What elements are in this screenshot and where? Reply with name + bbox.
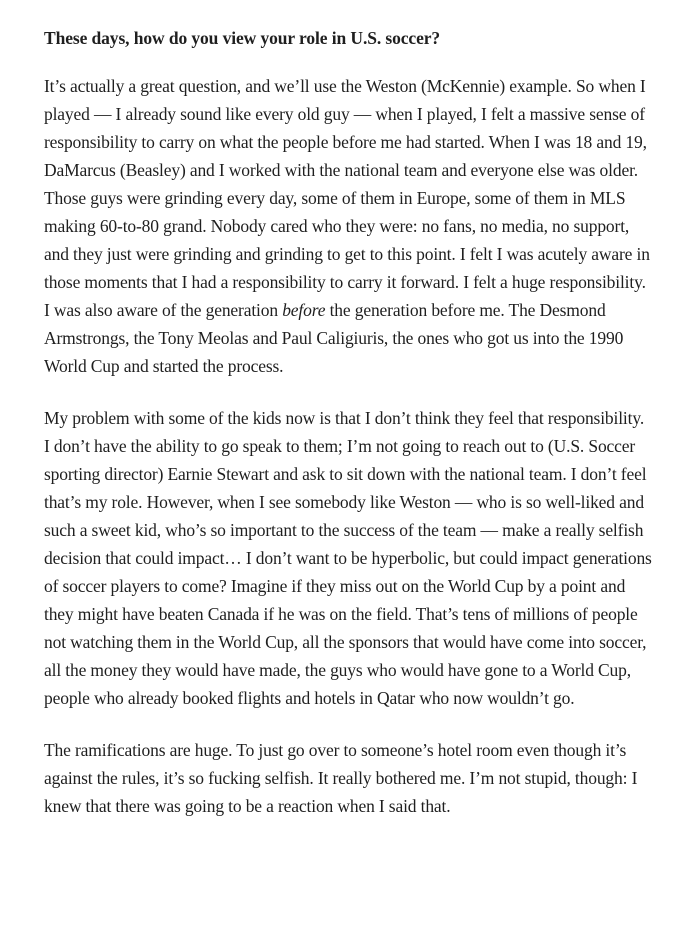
interview-question: These days, how do you view your role in U.S. soccer?	[44, 28, 441, 48]
answer-paragraph-3: The ramifications are huge. To just go over to someone’s hotel room even though it’s against the rules, it’s so fucking selfish. It really bothered me. I’m not stupid, though: I knew that there was going to be a reaction when I said that.	[44, 740, 638, 816]
answer-paragraph-2: My problem with some of the kids now is that I don’t think they feel that responsibility. I don’t have the ability to go speak to them; I’m not going to reach out to (U.S. Soccer sporting director) Earnie Stewart and ask to sit down with the national team. I don’t feel that’s my role. However, when I see somebody like Weston — who is so well-liked and such a sweet kid, who’s so important to the success of the team — make a really selfish decision that could impact… I don’t want to be hyperbolic, but could impact generations of soccer players to come? Imagine if they miss out on the World Cup by a point and they might have beaten Canada if he was on the field. That’s tens of millions of people not watching them in the World Cup, all the sponsors that would have come into soccer, all the money they would have made, the guys who would have gone to a World Cup, people who already booked flights and hotels in Qatar who now wouldn’t go.	[44, 408, 652, 708]
answer-paragraph-1	[44, 72, 653, 380]
answer-paragraph-1-text-end: the generation before me. The Desmond Armstrongs, the Tony Meolas and Paul Caligiuris, the ones who got us into the 1990 World Cup and started the process.	[44, 300, 624, 376]
emphasis-before: before	[282, 300, 326, 320]
answer-paragraph-1-text-start: It’s actually a great question, and we’ll use the Weston (McKennie) example. So when I played — I already sound like every old guy — when I played, I felt a massive sense of responsibility to carry on what the people before me had started. When I was 18 and 19, DaMarcus (Beasley) and I worked with the national team and everyone else was older. Those guys were grinding every day, some of them in Europe, some of them in MLS making 60-to-80 grand. Nobody cared who they were: no fans, no media, no support, and they just were grinding and grinding to get to this point. I felt I was acutely aware in those moments that I had a responsibility to carry it forward. I felt a huge responsibility. I was also aware of the generation	[44, 76, 650, 320]
